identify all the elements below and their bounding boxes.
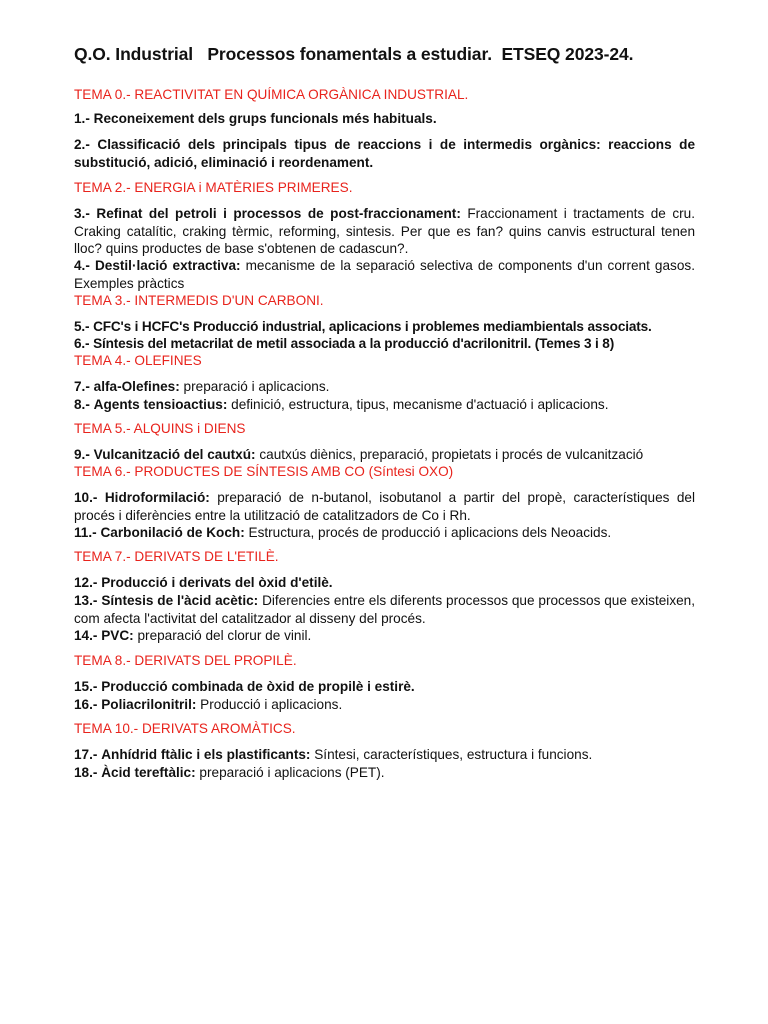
item-number: 1.- xyxy=(74,111,90,126)
item-body: mecanisme de la separació selectiva de components d'un corrent gasos. Exemples pràctics xyxy=(74,258,695,291)
list-item xyxy=(74,764,695,782)
list-item xyxy=(74,524,695,542)
item-heading: Producció i derivats del òxid d'etilè. xyxy=(101,575,333,590)
list-item xyxy=(74,110,695,128)
section-tema-2 xyxy=(74,179,695,197)
item-heading: Àcid tereftàlic: xyxy=(101,765,196,780)
item-heading: Síntesis del metacrilat de metil associada a la producció d'acrilonitril. (Temes 3 i 8) xyxy=(93,336,615,351)
section-heading: TEMA 0.- REACTIVITAT EN QUÍMICA ORGÀNICA INDUSTRIAL. xyxy=(74,87,469,102)
section-tema-0 xyxy=(74,86,695,104)
section-tema-5 xyxy=(74,420,695,438)
section-tema-8 xyxy=(74,652,695,670)
item-heading: Agents tensioactius: xyxy=(93,397,228,412)
section-heading: TEMA 7.- DERIVATS DE L'ETILÈ. xyxy=(74,549,279,564)
section-tema-7 xyxy=(74,548,695,566)
item-heading: Síntesis de l'àcid acètic: xyxy=(101,593,259,608)
item-number: 13.- xyxy=(74,593,98,608)
section-heading: TEMA 6.- PRODUCTES DE SÍNTESIS AMB CO (Síntesi OXO) xyxy=(74,464,454,479)
item-body: definició, estructura, tipus, mecanisme d'actuació i aplicacions. xyxy=(227,397,609,412)
item-body: Síntesi, característiques, estructura i funcions. xyxy=(310,747,593,762)
item-heading: Destil·lació extractiva: xyxy=(94,258,241,273)
item-heading: Poliacrilonitril: xyxy=(101,697,197,712)
section-tema-3 xyxy=(74,292,695,310)
item-number: 10.- xyxy=(74,490,98,505)
list-item xyxy=(74,696,695,714)
item-number: 12.- xyxy=(74,575,98,590)
list-item xyxy=(74,592,695,627)
list-item xyxy=(74,136,695,171)
section-tema-6 xyxy=(74,463,695,481)
item-body: Producció i aplicacions. xyxy=(196,697,343,712)
item-heading: Producció combinada de òxid de propilè i estirè. xyxy=(101,679,415,694)
section-heading: TEMA 10.- DERIVATS AROMÀTICS. xyxy=(74,721,296,736)
list-item xyxy=(74,335,695,353)
section-tema-4 xyxy=(74,352,695,370)
item-heading: CFC's i HCFC's Producció industrial, aplicacions i problemes mediambientals associats. xyxy=(93,319,652,334)
section-tema-10 xyxy=(74,720,695,738)
section-heading: TEMA 5.- ALQUINS i DIENS xyxy=(74,421,246,436)
document-title: Q.O. Industrial Processos fonamentals a estudiar. ETSEQ 2023-24. xyxy=(74,44,634,64)
list-item xyxy=(74,205,695,258)
list-item xyxy=(74,257,695,292)
item-body: preparació del clorur de vinil. xyxy=(133,628,312,643)
item-heading: Refinat del petroli i processos de post-fraccionament: xyxy=(96,206,461,221)
item-heading: Anhídrid ftàlic i els plastificants: xyxy=(101,747,311,762)
item-heading: Reconeixement dels grups funcionals més habituals. xyxy=(93,111,437,126)
item-number: 14.- xyxy=(74,628,98,643)
list-item xyxy=(74,378,695,396)
section-heading: TEMA 8.- DERIVATS DEL PROPILÈ. xyxy=(74,653,297,668)
list-item xyxy=(74,489,695,524)
item-heading: Hidroformilació: xyxy=(104,490,210,505)
item-number: 16.- xyxy=(74,697,98,712)
item-body: cautxús diènics, preparació, propietats i procés de vulcanització xyxy=(255,447,644,462)
item-number: 2.- xyxy=(74,137,90,152)
item-heading: PVC: xyxy=(101,628,134,643)
item-heading: alfa-Olefines: xyxy=(93,379,180,394)
list-item xyxy=(74,678,695,696)
list-item xyxy=(74,746,695,764)
item-heading: Carbonilació de Koch: xyxy=(100,525,245,540)
item-number: 18.- xyxy=(74,765,98,780)
item-body: preparació i aplicacions (PET). xyxy=(195,765,385,780)
list-item xyxy=(74,396,695,414)
item-number: 8.- xyxy=(74,397,90,412)
section-heading: TEMA 3.- INTERMEDIS D'UN CARBONI. xyxy=(74,293,324,308)
list-item xyxy=(74,446,695,464)
list-item xyxy=(74,627,695,645)
item-body: preparació i aplicacions. xyxy=(179,379,330,394)
item-number: 17.- xyxy=(74,747,98,762)
item-body: preparació de n-butanol, isobutanol a partir del propè, característiques del procés i diferències entre la utilització de catalitzadors de Co i Rh. xyxy=(74,490,695,523)
item-number: 3.- xyxy=(74,206,90,221)
item-body: Fraccionament i tractaments de cru. Craking catalític, craking tèrmic, reforming, sintesis. Per que es fan? quins canvis estructural tenen lloc? quins productes de base s'obtenen de cadascun?. xyxy=(74,206,696,256)
list-item xyxy=(74,574,695,592)
item-number: 6.- xyxy=(74,336,90,351)
item-heading: Vulcanització del cautxú: xyxy=(93,447,256,462)
item-body: Diferencies entre els diferents processos que processos que existeixen, com afecta l'activitat del catalitzador al disseny del procés. xyxy=(74,593,696,626)
section-heading: TEMA 4.- OLEFINES xyxy=(74,353,202,368)
item-number: 15.- xyxy=(74,679,98,694)
list-item xyxy=(74,318,695,336)
item-number: 4.- xyxy=(74,258,90,273)
item-heading: Classificació dels principals tipus de reaccions i de intermedis orgànics: reaccions de substitució, adició, eliminació i reordenament. xyxy=(74,137,696,170)
section-heading: TEMA 2.- ENERGIA i MATÈRIES PRIMERES. xyxy=(74,180,353,195)
item-number: 9.- xyxy=(74,447,90,462)
item-number: 11.- xyxy=(74,525,97,540)
item-number: 7.- xyxy=(74,379,90,394)
item-body: Estructura, procés de producció i aplicacions dels Neoacids. xyxy=(244,525,612,540)
item-number: 5.- xyxy=(74,319,90,334)
